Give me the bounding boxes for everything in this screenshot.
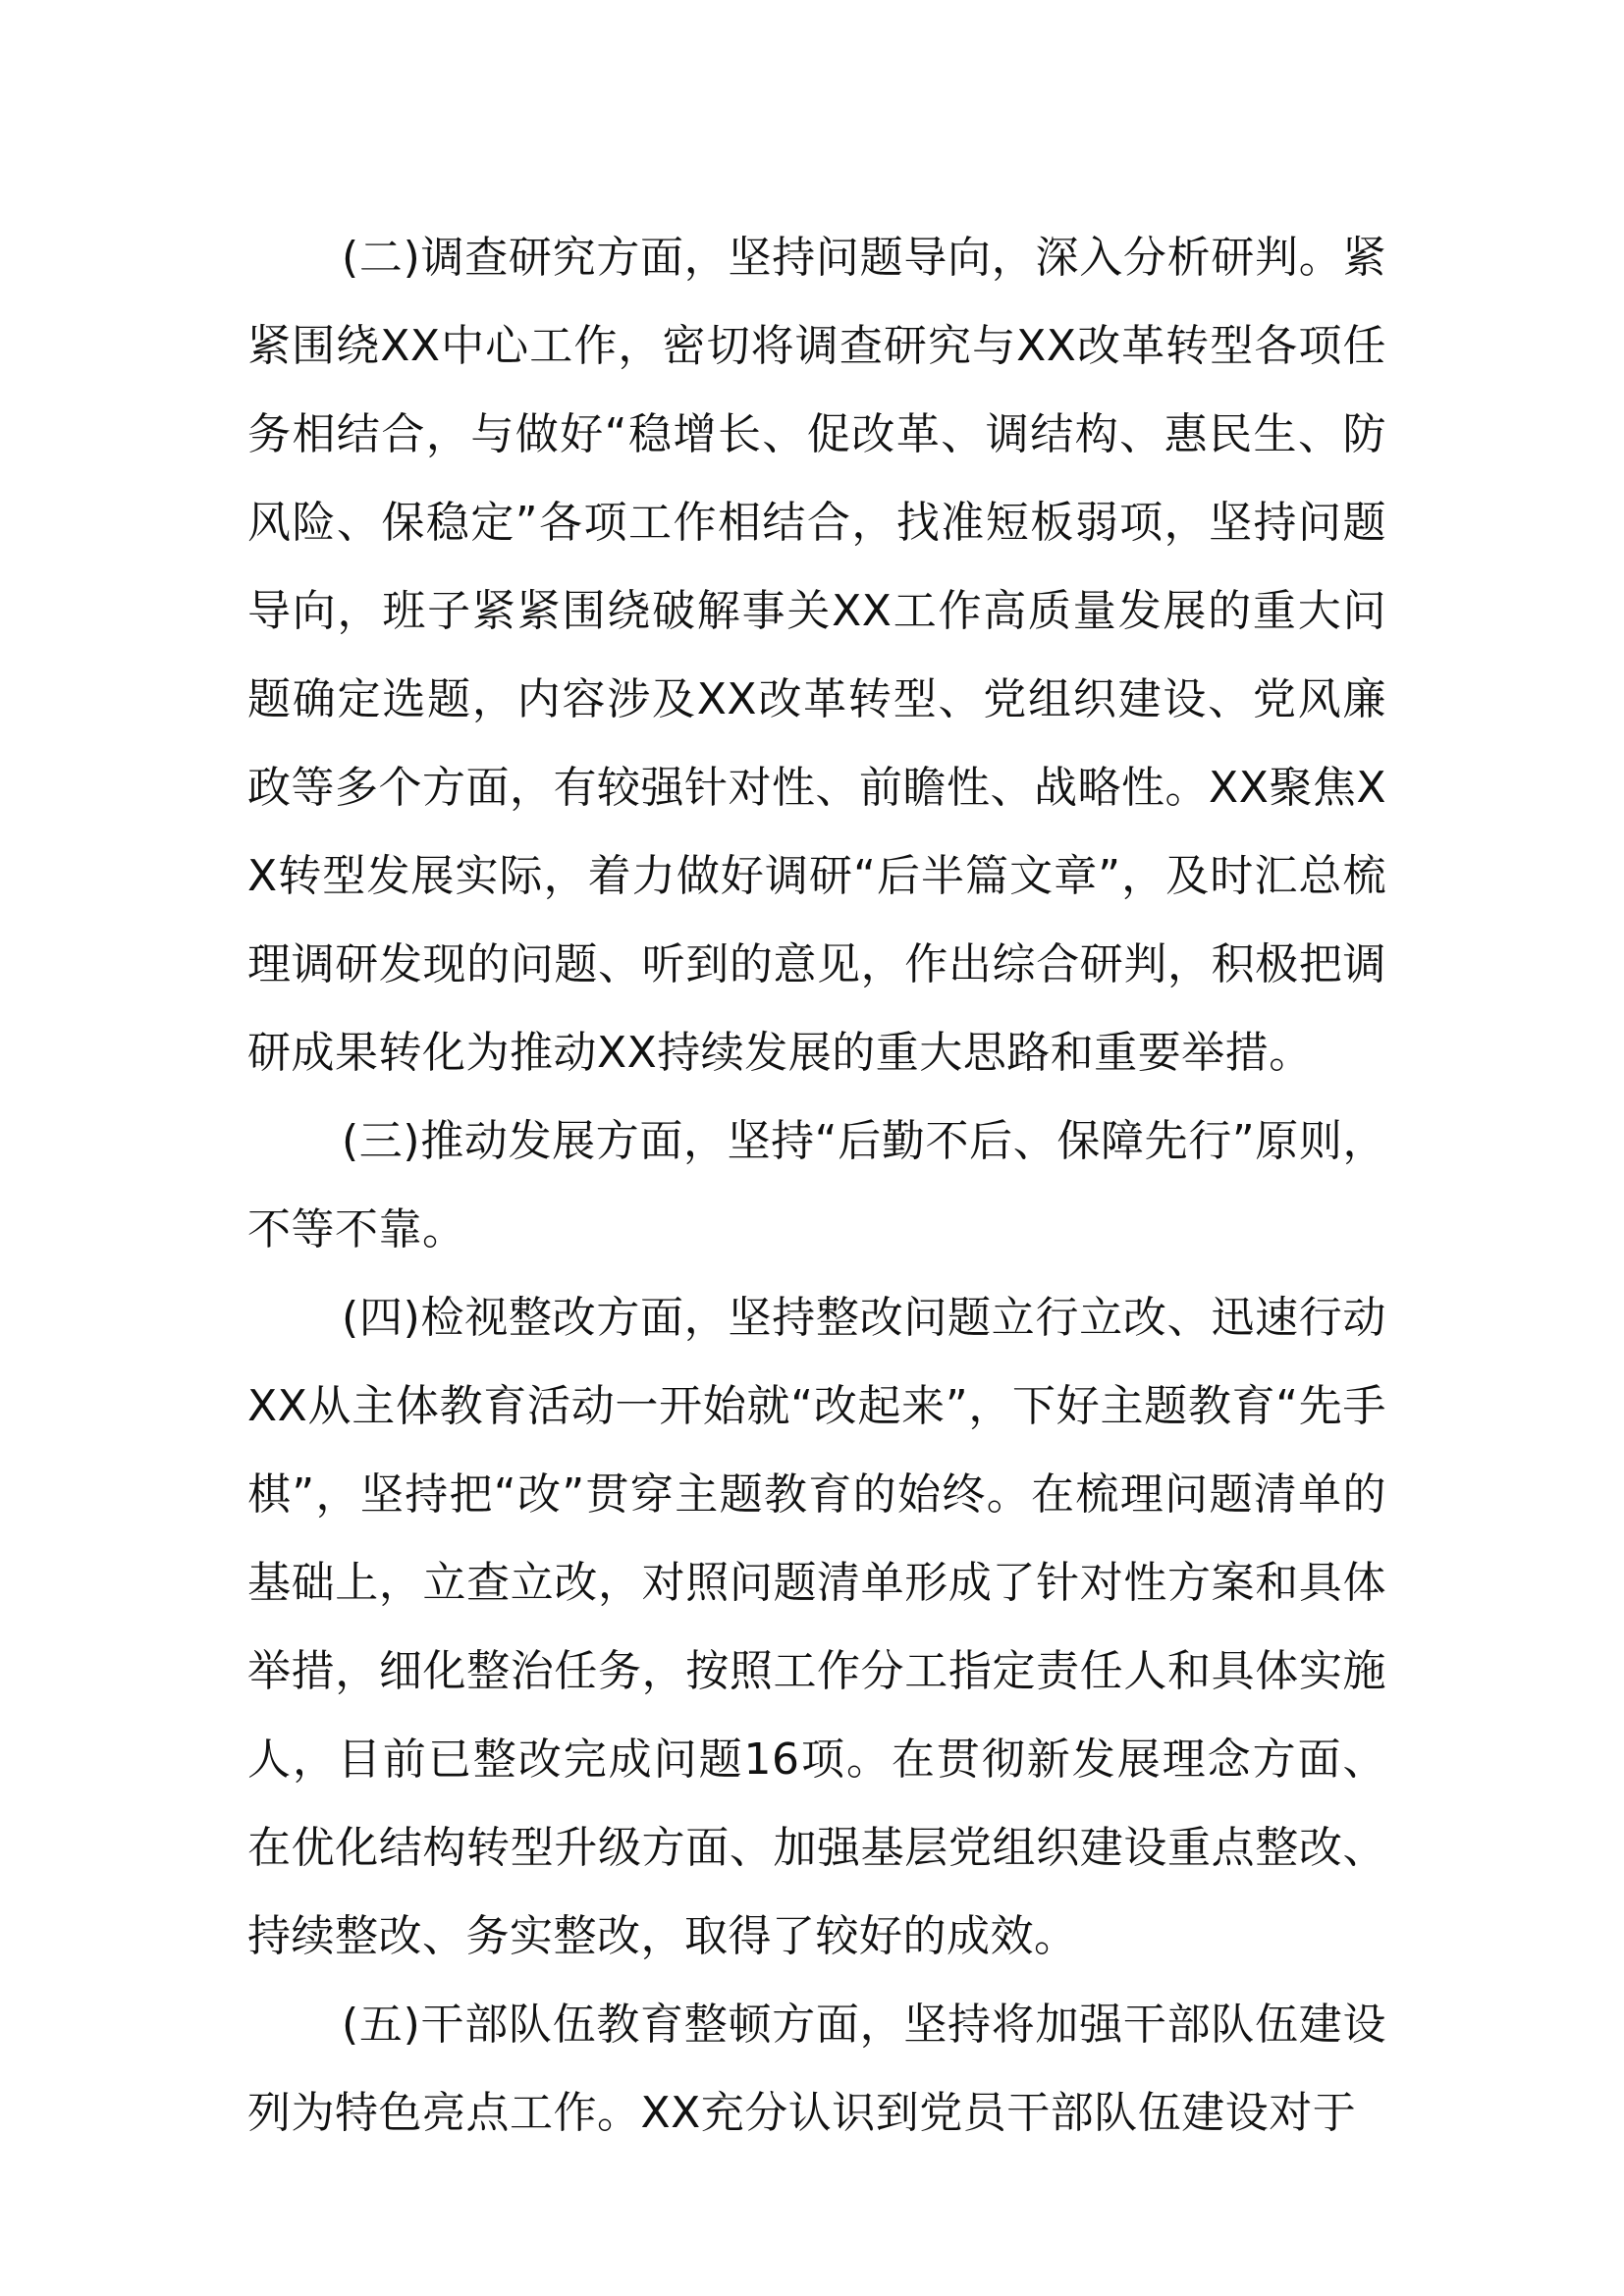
document-body [247, 214, 1386, 2158]
paragraph-development: (三)推动发展方面，坚持“后勤不后、保障先行”原则，不等不靠。 [247, 1116, 1386, 1255]
paragraph-research: (二)调查研究方面，坚持问题导向，深入分析研判。紧紧围绕XX中心工作，密切将调查研究与XX改革转型各项任务相结合，与做好“稳增长、促改革、调结构、惠民生、防风险、保稳定”各项工作相结合，找准短板弱项，坚持问题导向，班子紧紧围绕破解事关XX工作高质量发展的重大问题确定选题，内容涉及XX改革转型、党组织建设、党风廉政等多个方面，有较强针对性、前瞻性、战略性。XX聚焦XX转型发展实际，着力做好调研“后半篇文章”，及时汇总梳理调研发现的问题、听到的意见，作出综合研判，积极把调研成果转化为推动XX持续发展的重大思路和重要举措。 [247, 233, 1386, 1078]
paragraph-cadre-team: (五)干部队伍教育整顿方面，坚持将加强干部队伍建设列为特色亮点工作。XX充分认识到党员干部队伍建设对于 [247, 2000, 1386, 2138]
paragraph-rectification: (四)检视整改方面，坚持整改问题立行立改、迅速行动XX从主体教育活动一开始就“改起来”，下好主题教育“先手棋”，坚持把“改”贯穿主题教育的始终。在梳理问题清单的基础上，立查立改，对照问题清单形成了针对性方案和具体举措，细化整治任务，按照工作分工指定责任人和具体实施人，目前已整改完成问题16项。在贯彻新发展理念方面、在优化结构转型升级方面、加强基层党组织建设重点整改、持续整改、务实整改，取得了较好的成效。 [247, 1293, 1386, 1961]
